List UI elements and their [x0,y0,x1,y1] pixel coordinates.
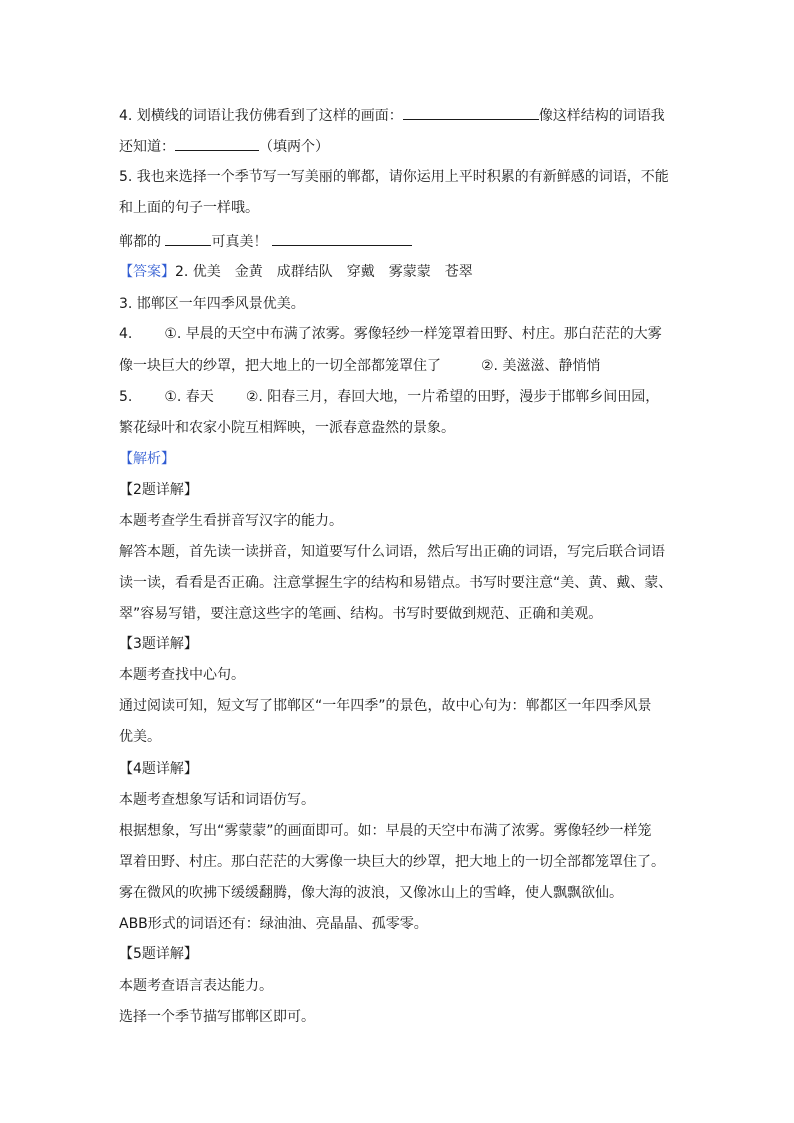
section-4-line-4: 雾在微风的吹拂下缓缓翻腾，像大海的波浪，又像冰山上的雪峰，使人飘飘欲仙。 [119,885,623,901]
answer-line-5a [119,387,679,407]
question-5-line-2: 和上面的句子一样哦。 [119,200,259,216]
question-4-line-2 [119,135,679,157]
analysis-tag: 【解析】 [119,451,175,467]
answer-4-part-3: ②. 美滋滋、静悄悄 [481,358,601,374]
answer-line-2 [119,262,679,282]
answer-5-part-2: ②. 阳春三月，春回大地，一片希望的田野，漫步于邯郸乡间田园， [245,389,660,405]
answer-blank[interactable] [165,230,211,246]
question-5-line-3 [119,230,679,252]
section-2-line-1: 本题考查学生看拼音写汉字的能力。 [119,513,343,529]
section-4-title: 【4题详解】 [119,761,198,777]
answer-blank[interactable] [272,230,412,246]
section-3-line-3: 优美。 [119,729,161,745]
question-4-text-cont: 像这样结构的词语我 [538,108,665,124]
answer-4-number: 4. [119,326,133,342]
answer-2: 2. 优美 金黄 成群结队 穿戴 雾蒙蒙 苍翠 [175,264,473,280]
answer-5-number: 5. [119,389,133,405]
section-5-title: 【5题详解】 [119,946,198,962]
question-5-text: 郸都的 [119,234,166,250]
section-2-line-3: 读一读，看看是否正确。注意掌握生字的结构和易错点。书写时要注意“美、黄、戴、蒙、 [119,575,673,591]
answer-line-3: 3. 邯郸区一年四季风景优美。 [119,296,305,312]
section-4-line-5: ABB形式的词语还有：绿油油、亮晶晶、孤零零。 [119,916,428,932]
answer-blank[interactable] [403,104,539,120]
section-5-line-2: 选择一个季节描写邯郸区即可。 [119,1009,315,1025]
section-2-line-4: 翠”容易写错，要注意这些字的笔画、结构。书写时要做到规范、正确和美观。 [119,606,603,622]
section-4-line-3: 罩着田野、村庄。那白茫茫的大雾像一块巨大的纱罩，把大地上的一切全部都笼罩住了。 [119,854,665,870]
section-4-line-2: 根据想象，写出“雾蒙蒙”的画面即可。如：早晨的天空中布满了浓雾。雾像轻纱一样笼 [119,823,652,839]
section-2-title: 【2题详解】 [119,482,198,498]
section-2-line-2: 解答本题，首先读一读拼音，知道要写什么词语，然后写出正确的词语，写完后联合词语 [119,544,665,560]
section-5-line-1: 本题考查语言表达能力。 [119,978,273,994]
question-4-hint: （填两个） [259,139,329,155]
section-3-title: 【3题详解】 [119,636,198,652]
answer-5-part-1: ①. 春天 [164,389,214,405]
answer-tag: 【答案】 [119,264,175,280]
answer-4-part-1: ①. 早晨的天空中布满了浓雾。雾像轻纱一样笼罩着田野、村庄。那白茫茫的大雾 [164,326,662,342]
answer-blank[interactable] [175,135,259,151]
section-3-line-2: 通过阅读可知，短文写了邯郸区“一年四季”的景色，故中心句为：郸都区一年四季风景 [119,698,652,714]
answer-line-4a [119,324,679,344]
question-5-line-1: 5. 我也来选择一个季节写一写美丽的郸都，请你运用上平时积累的有新鲜感的词语，不能 [119,169,669,185]
answer-line-4b [119,356,679,376]
section-3-line-1: 本题考查找中心句。 [119,667,245,683]
section-4-line-1: 本题考查想象写话和词语仿写。 [119,792,315,808]
question-4-line-1 [119,104,679,126]
question-4-text: 4. 划横线的词语让我仿佛看到了这样的画面： [119,108,403,124]
answer-line-5b: 繁花绿叶和农家小院互相辉映，一派春意盎然的景象。 [119,420,455,436]
answer-4-part-2: 像一块巨大的纱罩，把大地上的一切全部都笼罩住了 [119,358,441,374]
question-5-text-cont: 可真美！ [211,234,268,250]
question-4-text: 还知道： [119,139,175,155]
